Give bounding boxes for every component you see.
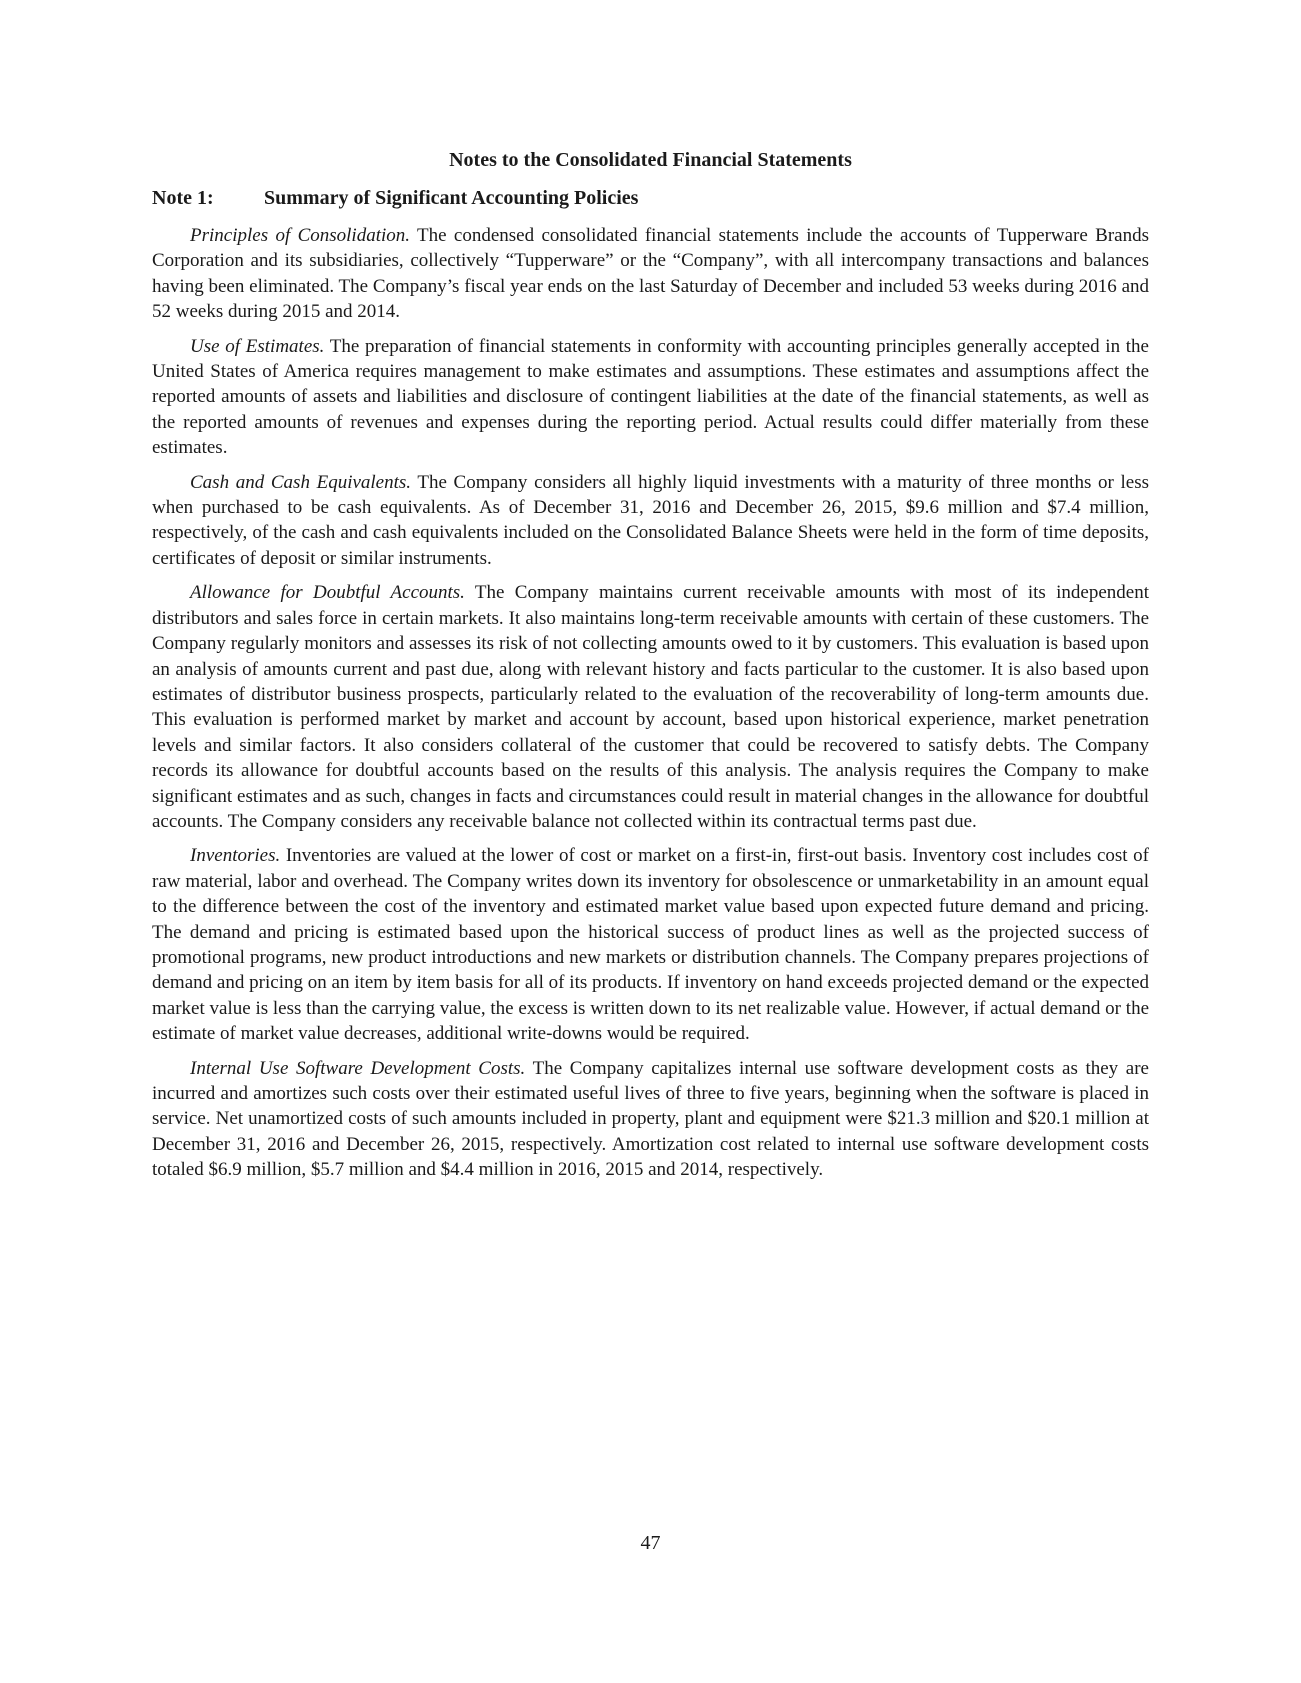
paragraph-lead: Principles of Consolidation. — [190, 225, 411, 246]
paragraph-internal-use-software — [152, 1056, 1149, 1183]
paragraph-text: The preparation of financial statements in conformity with accounting principles generally accepted in the United States of America requires management to make estimates and assumptions. These estimates and assumptions affect the reported amounts of assets and liabilities and disclosure of contingent liabilities at the date of the financial statements, as well as the reported amounts of revenues and expenses during the reporting period. Actual results could differ materially from these estimates. — [152, 335, 1149, 459]
paragraph-principles-of-consolidation — [152, 223, 1149, 325]
paragraph-lead: Inventories. — [190, 845, 281, 867]
note-title: Summary of Significant Accounting Policies — [264, 187, 639, 209]
paragraph-inventories — [152, 843, 1149, 1046]
note-body — [152, 223, 1149, 1192]
paragraph-text: The condensed consolidated financial statements include the accounts of Tupperware Brands Corporation and its subsidiaries, collectively “Tupperware” or the “Company”, with all intercompany transactions and balances having been eliminated. The Company’s fiscal year ends on the last Saturday of December and included 53 weeks during 2016 and 52 weeks during 2015 and 2014. — [152, 225, 1149, 323]
paragraph-text: Inventories are valued at the lower of cost or market on a first-in, first-out basis. Inventory cost includes cost of raw material, labor and overhead. The Company writes down its inventory for obsolescence or unmarketability in an amount equal to the difference between the cost of the inventory and estimated market value based upon expected future demand and pricing. The demand and pricing is estimated based upon the historical success of product lines as well as the projected success of promotional programs, new product introductions and new markets or distribution channels. The Company prepares projections of demand and pricing on an item by item basis for all of its products. If inventory on hand exceeds projected demand or the expected market value is less than the carrying value, the excess is written down to its net realizable value. However, if actual demand or the estimate of market value decreases, additional write-downs would be required. — [152, 845, 1149, 1045]
note-heading — [152, 186, 638, 210]
paragraph-lead: Allowance for Doubtful Accounts. — [190, 582, 465, 604]
page-number: 47 — [640, 1532, 661, 1554]
page-title: Notes to the Consolidated Financial Statements — [449, 149, 852, 171]
paragraph-lead: Use of Estimates. — [190, 335, 325, 357]
paragraph-lead: Internal Use Software Development Costs. — [190, 1057, 526, 1079]
paragraph-lead: Cash and Cash Equivalents. — [190, 471, 412, 493]
paragraph-text: The Company capitalizes internal use software development costs as they are incurred and amortizes such costs over their estimated useful lives of three to five years, beginning when the software is placed in service. Net unamortized costs of such amounts included in property, plant and equipment were $21.3 million and $20.1 million at December 31, 2016 and December 26, 2015, respectively. Amortization cost related to internal use software development costs totaled $6.9 million, $5.7 million and $4.4 million in 2016, 2015 and 2014, respectively. — [152, 1057, 1149, 1181]
paragraph-text: The Company considers all highly liquid investments with a maturity of three months or less when purchased to be cash equivalents. As of December 31, 2016 and December 26, 2015, $9.6 million and $7.4 million, respectively, of the cash and cash equivalents included on the Consolidated Balance Sheets were held in the form of time deposits, certificates of deposit or similar instruments. — [152, 471, 1149, 569]
paragraph-use-of-estimates — [152, 334, 1149, 461]
paragraph-cash-and-cash-equivalents — [152, 470, 1149, 572]
paragraph-allowance-for-doubtful-accounts — [152, 580, 1149, 834]
note-number: Note 1: — [152, 187, 214, 209]
paragraph-text: The Company maintains current receivable amounts with most of its independent distributors and sales force in certain markets. It also maintains long-term receivable amounts with certain of these customers. The Company regularly monitors and assesses its risk of not collecting amounts owed to it by customers. This evaluation is based upon an analysis of amounts current and past due, along with relevant history and facts particular to the customer. It is also based upon estimates of distributor business prospects, particularly related to the evaluation of the recoverability of long-term amounts due. This evaluation is performed market by market and account by account, based upon historical experience, market penetration levels and similar factors. It also considers collateral of the customer that could be recovered to satisfy debts. The Company records its allowance for doubtful accounts based on the results of this analysis. The analysis requires the Company to make significant estimates and as such, changes in facts and circumstances could result in material changes in the allowance for doubtful accounts. The Company considers any receivable balance not collected within its contractual terms past due. — [152, 582, 1149, 832]
